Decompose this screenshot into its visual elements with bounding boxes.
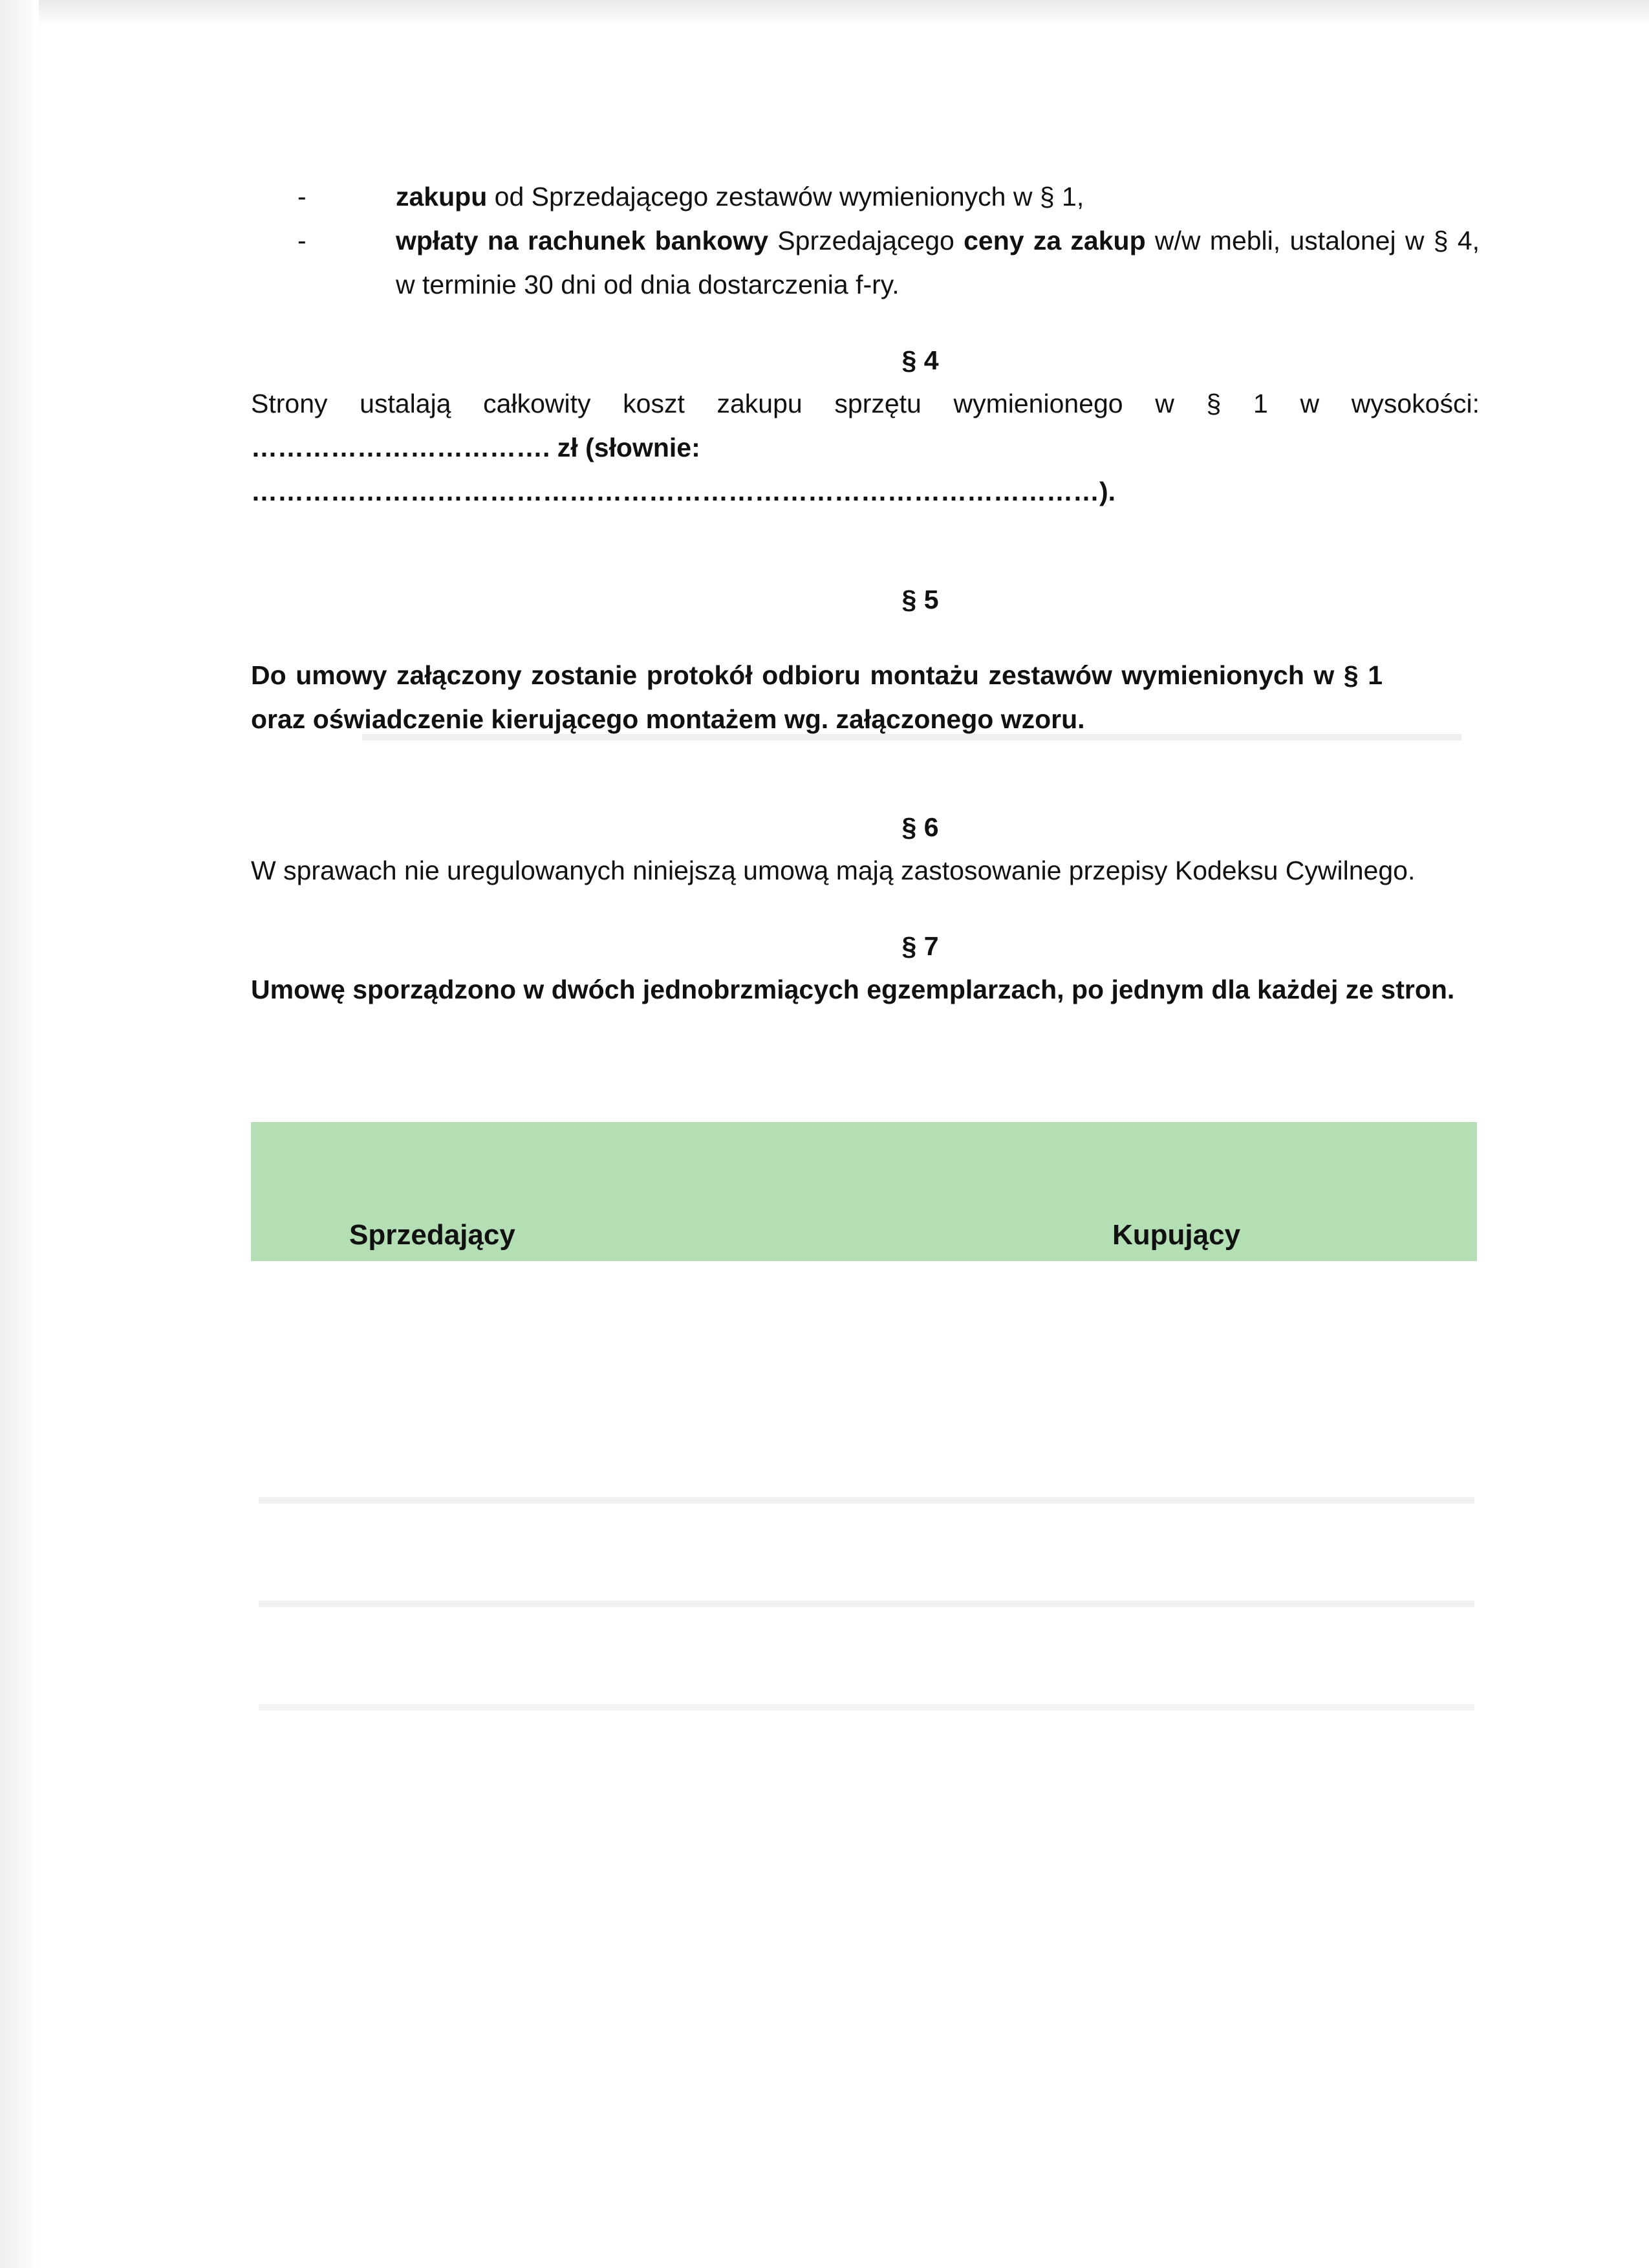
section-6-text: W sprawach nie uregulowanych niniejszą umową mają zastosowanie przepisy Kodeksu Cywilnego. xyxy=(251,856,1416,885)
section-5-text: Do umowy załączony zostanie protokół odbioru montażu zestawów wymienionych w § 1 oraz oświadczenie kierującego montażem wg. załączonego wzoru. xyxy=(251,660,1383,734)
bleed-through xyxy=(259,1694,1474,1720)
list-item-text xyxy=(344,219,1480,307)
bleed-through xyxy=(259,1487,1474,1513)
list-item-bold: zakupu xyxy=(396,182,488,211)
document-body xyxy=(251,175,1480,1011)
list-item-bold: wpłaty na rachunek bankowy xyxy=(396,226,769,255)
list-dash: - xyxy=(297,182,307,211)
section-5-heading: § 5 xyxy=(901,585,939,614)
list-item-bold: ceny za zakup xyxy=(964,226,1146,255)
list-item-plain: od Sprzedającego zestawów wymienionych w § 1, xyxy=(487,182,1084,211)
list-item xyxy=(251,219,1480,307)
scan-edge-top xyxy=(0,0,1649,26)
section-7-heading: § 7 xyxy=(901,931,939,961)
section-4-line-2: ……………………………. zł (słownie: ……………………………………………………………………………………). xyxy=(251,433,1116,506)
scan-edge-left xyxy=(0,0,39,2268)
section-4-line-1: Strony ustalają całkowity koszt zakupu sprzętu wymienionego w § 1 w wysokości: xyxy=(251,389,1480,418)
list-dash: - xyxy=(297,226,307,255)
section-4-heading: § 4 xyxy=(901,345,939,375)
list-item xyxy=(251,175,1480,219)
section-7-text: Umowę sporządzono w dwóch jednobrzmiących egzemplarzach, po jednym dla każdej ze stron. xyxy=(251,975,1455,1004)
list-item-text xyxy=(344,175,1480,219)
buyer-signature-label: Kupujący xyxy=(1112,1219,1241,1251)
section-6-heading: § 6 xyxy=(901,812,939,842)
bleed-through xyxy=(259,1591,1474,1617)
seller-signature-label: Sprzedający xyxy=(349,1219,515,1251)
list-item-plain: w/w mebli, ustalonej w § 4, w terminie 30 dni od dnia dostarczenia f-ry. xyxy=(396,226,1480,299)
list-item-plain: Sprzedającego xyxy=(768,226,964,255)
